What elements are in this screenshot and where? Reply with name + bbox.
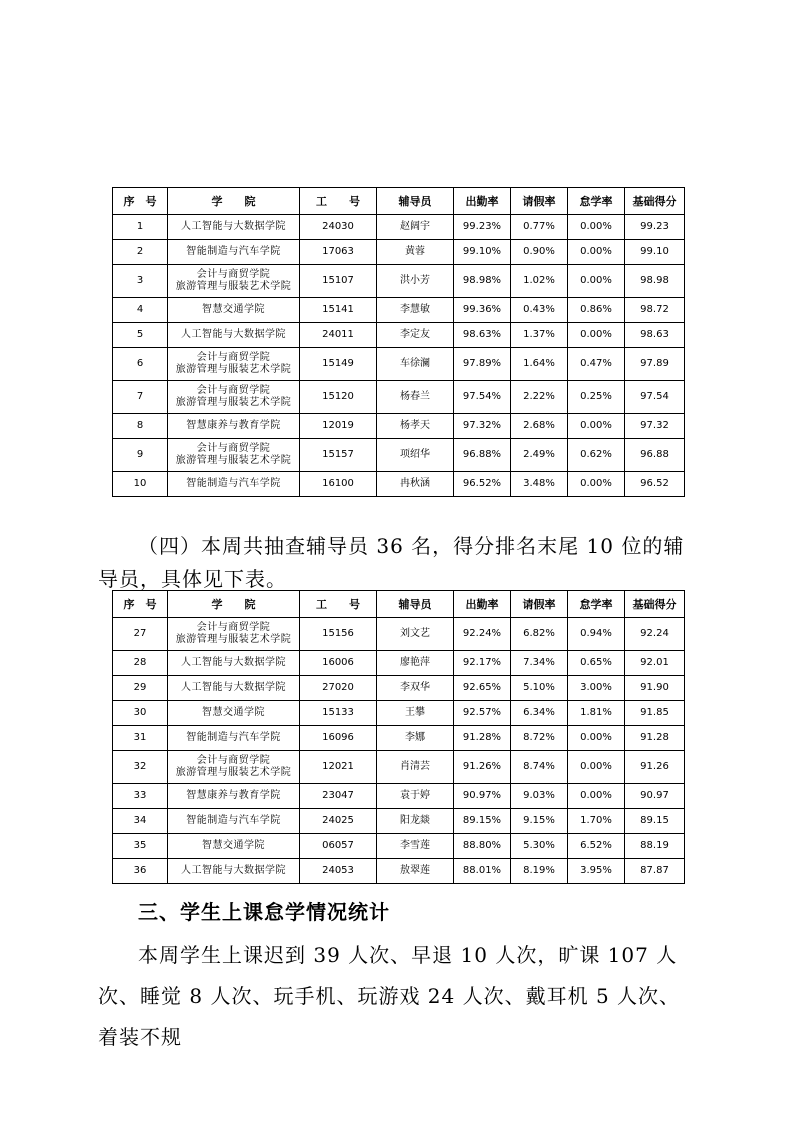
truancy-rate-cell: 0.00% xyxy=(568,751,625,784)
leave-rate-cell: 6.82% xyxy=(511,618,568,651)
table-body xyxy=(113,215,685,497)
staff-id-cell: 23047 xyxy=(300,784,377,809)
staff-id-cell: 15107 xyxy=(300,265,377,298)
base-score-cell: 98.63 xyxy=(625,323,685,348)
leave-rate-cell: 3.48% xyxy=(511,472,568,497)
leave-rate-cell: 1.02% xyxy=(511,265,568,298)
row-number-cell: 1 xyxy=(113,215,168,240)
column-header: 基础得分 xyxy=(625,188,685,215)
college-name: 智慧交通学院 xyxy=(202,304,265,315)
leave-rate-cell: 1.37% xyxy=(511,323,568,348)
college-name: 旅游管理与服装艺术学院 xyxy=(175,397,292,408)
counselor-name-cell: 杨孝天 xyxy=(377,414,454,439)
college-name: 人工智能与大数据学院 xyxy=(181,657,286,668)
column-header: 工 号 xyxy=(300,591,377,618)
truancy-rate-cell: 0.00% xyxy=(568,323,625,348)
attendance-rate-cell: 97.54% xyxy=(454,381,511,414)
truancy-rate-cell: 0.94% xyxy=(568,618,625,651)
counselor-name-cell: 刘文艺 xyxy=(377,618,454,651)
staff-id-cell: 06057 xyxy=(300,834,377,859)
table-row xyxy=(113,215,685,240)
truancy-rate-cell: 0.00% xyxy=(568,265,625,298)
column-header: 基础得分 xyxy=(625,591,685,618)
table-row xyxy=(113,834,685,859)
attendance-rate-cell: 92.57% xyxy=(454,701,511,726)
table-row xyxy=(113,472,685,497)
college-name: 会计与商贸学院 xyxy=(196,622,271,633)
column-header: 怠学率 xyxy=(568,188,625,215)
column-header: 辅导员 xyxy=(377,188,454,215)
attendance-rate-cell: 88.01% xyxy=(454,859,511,884)
attendance-rate-cell: 92.17% xyxy=(454,651,511,676)
college-cell xyxy=(168,323,300,348)
staff-id-cell: 24053 xyxy=(300,859,377,884)
column-header: 序 号 xyxy=(113,188,168,215)
row-number-cell: 27 xyxy=(113,618,168,651)
attendance-rate-cell: 91.28% xyxy=(454,726,511,751)
column-header: 辅导员 xyxy=(377,591,454,618)
row-number-cell: 33 xyxy=(113,784,168,809)
college-name: 人工智能与大数据学院 xyxy=(181,221,286,232)
leave-rate-cell: 0.90% xyxy=(511,240,568,265)
attendance-rate-cell: 98.98% xyxy=(454,265,511,298)
attendance-rate-cell: 98.63% xyxy=(454,323,511,348)
staff-id-cell: 15133 xyxy=(300,701,377,726)
attendance-rate-cell: 92.65% xyxy=(454,676,511,701)
base-score-cell: 98.98 xyxy=(625,265,685,298)
truancy-rate-cell: 0.00% xyxy=(568,215,625,240)
attendance-rate-cell: 88.80% xyxy=(454,834,511,859)
truancy-rate-cell: 1.81% xyxy=(568,701,625,726)
counselor-name-cell: 阳龙燚 xyxy=(377,809,454,834)
leave-rate-cell: 8.72% xyxy=(511,726,568,751)
table-row xyxy=(113,676,685,701)
truancy-rate-cell: 3.95% xyxy=(568,859,625,884)
college-name: 人工智能与大数据学院 xyxy=(181,329,286,340)
staff-id-cell: 16096 xyxy=(300,726,377,751)
college-cell xyxy=(168,215,300,240)
column-header: 出勤率 xyxy=(454,591,511,618)
college-cell xyxy=(168,676,300,701)
row-number-cell: 2 xyxy=(113,240,168,265)
row-number-cell: 35 xyxy=(113,834,168,859)
table-row xyxy=(113,323,685,348)
staff-id-cell: 12021 xyxy=(300,751,377,784)
column-header: 序 号 xyxy=(113,591,168,618)
college-name: 旅游管理与服装艺术学院 xyxy=(175,634,292,645)
table-row xyxy=(113,726,685,751)
leave-rate-cell: 8.74% xyxy=(511,751,568,784)
college-name: 人工智能与大数据学院 xyxy=(181,682,286,693)
leave-rate-cell: 1.64% xyxy=(511,348,568,381)
leave-rate-cell: 7.34% xyxy=(511,651,568,676)
base-score-cell: 97.54 xyxy=(625,381,685,414)
base-score-cell: 89.15 xyxy=(625,809,685,834)
column-header: 学 院 xyxy=(168,591,300,618)
base-score-cell: 96.88 xyxy=(625,439,685,472)
college-cell xyxy=(168,439,300,472)
attendance-rate-cell: 96.88% xyxy=(454,439,511,472)
row-number-cell: 30 xyxy=(113,701,168,726)
table-row xyxy=(113,298,685,323)
college-name: 智慧交通学院 xyxy=(202,707,265,718)
row-number-cell: 5 xyxy=(113,323,168,348)
leave-rate-cell: 9.15% xyxy=(511,809,568,834)
leave-rate-cell: 0.43% xyxy=(511,298,568,323)
college-cell xyxy=(168,834,300,859)
counselor-name-cell: 袁于婷 xyxy=(377,784,454,809)
row-number-cell: 3 xyxy=(113,265,168,298)
staff-id-cell: 16006 xyxy=(300,651,377,676)
row-number-cell: 34 xyxy=(113,809,168,834)
counselor-name-cell: 车徐澜 xyxy=(377,348,454,381)
staff-id-cell: 15157 xyxy=(300,439,377,472)
college-cell xyxy=(168,751,300,784)
attendance-rate-cell: 90.97% xyxy=(454,784,511,809)
column-header: 学 院 xyxy=(168,188,300,215)
college-cell xyxy=(168,726,300,751)
truancy-rate-cell: 0.65% xyxy=(568,651,625,676)
counselor-name-cell: 杨春兰 xyxy=(377,381,454,414)
college-cell xyxy=(168,784,300,809)
truancy-rate-cell: 0.47% xyxy=(568,348,625,381)
staff-id-cell: 15120 xyxy=(300,381,377,414)
table-row xyxy=(113,439,685,472)
truancy-rate-cell: 0.62% xyxy=(568,439,625,472)
truancy-rate-cell: 6.52% xyxy=(568,834,625,859)
counselor-name-cell: 赵阔宇 xyxy=(377,215,454,240)
base-score-cell: 99.23 xyxy=(625,215,685,240)
counselor-name-cell: 李娜 xyxy=(377,726,454,751)
leave-rate-cell: 2.49% xyxy=(511,439,568,472)
college-name: 智能制造与汽车学院 xyxy=(186,246,281,257)
staff-id-cell: 24030 xyxy=(300,215,377,240)
staff-id-cell: 15141 xyxy=(300,298,377,323)
row-number-cell: 9 xyxy=(113,439,168,472)
staff-id-cell: 17063 xyxy=(300,240,377,265)
row-number-cell: 8 xyxy=(113,414,168,439)
college-cell xyxy=(168,265,300,298)
table-row xyxy=(113,751,685,784)
counselor-name-cell: 李雪莲 xyxy=(377,834,454,859)
attendance-rate-cell: 91.26% xyxy=(454,751,511,784)
leave-rate-cell: 9.03% xyxy=(511,784,568,809)
attendance-rate-cell: 97.89% xyxy=(454,348,511,381)
truancy-rate-cell: 0.00% xyxy=(568,726,625,751)
college-cell xyxy=(168,348,300,381)
row-number-cell: 7 xyxy=(113,381,168,414)
paragraph-four: （四）本周共抽查辅导员 36 名，得分排名末尾 10 位的辅导员，具体见下表。 xyxy=(98,534,685,591)
truancy-rate-cell: 0.00% xyxy=(568,784,625,809)
counselor-name-cell: 廖艳萍 xyxy=(377,651,454,676)
attendance-rate-cell: 99.36% xyxy=(454,298,511,323)
column-header: 怠学率 xyxy=(568,591,625,618)
top-counselor-table xyxy=(112,187,685,497)
column-header: 工 号 xyxy=(300,188,377,215)
college-cell xyxy=(168,414,300,439)
base-score-cell: 98.72 xyxy=(625,298,685,323)
college-name: 旅游管理与服装艺术学院 xyxy=(175,364,292,375)
leave-rate-cell: 0.77% xyxy=(511,215,568,240)
college-cell xyxy=(168,472,300,497)
college-cell xyxy=(168,809,300,834)
college-name: 智慧康养与教育学院 xyxy=(186,420,281,431)
college-cell xyxy=(168,618,300,651)
college-name: 旅游管理与服装艺术学院 xyxy=(175,767,292,778)
counselor-name-cell: 洪小芳 xyxy=(377,265,454,298)
row-number-cell: 4 xyxy=(113,298,168,323)
leave-rate-cell: 6.34% xyxy=(511,701,568,726)
college-cell xyxy=(168,651,300,676)
staff-id-cell: 24025 xyxy=(300,809,377,834)
section-three-heading: 三、学生上课怠学情况统计 xyxy=(138,900,390,924)
attendance-rate-cell: 99.23% xyxy=(454,215,511,240)
counselor-name-cell: 肖清芸 xyxy=(377,751,454,784)
table-header-row xyxy=(113,188,685,215)
truancy-rate-cell: 0.00% xyxy=(568,414,625,439)
truancy-rate-cell: 0.25% xyxy=(568,381,625,414)
base-score-cell: 97.89 xyxy=(625,348,685,381)
counselor-name-cell: 李慧敏 xyxy=(377,298,454,323)
college-cell xyxy=(168,701,300,726)
table-row xyxy=(113,618,685,651)
base-score-cell: 91.90 xyxy=(625,676,685,701)
table-row xyxy=(113,240,685,265)
college-name: 智能制造与汽车学院 xyxy=(186,478,281,489)
table-row xyxy=(113,265,685,298)
column-header: 出勤率 xyxy=(454,188,511,215)
college-cell xyxy=(168,298,300,323)
counselor-name-cell: 黄蓉 xyxy=(377,240,454,265)
base-score-cell: 90.97 xyxy=(625,784,685,809)
college-cell xyxy=(168,240,300,265)
column-header: 请假率 xyxy=(511,188,568,215)
table-header-row xyxy=(113,591,685,618)
base-score-cell: 92.01 xyxy=(625,651,685,676)
column-header: 请假率 xyxy=(511,591,568,618)
row-number-cell: 6 xyxy=(113,348,168,381)
base-score-cell: 91.26 xyxy=(625,751,685,784)
college-name: 会计与商贸学院 xyxy=(196,269,271,280)
college-name: 会计与商贸学院 xyxy=(196,385,271,396)
row-number-cell: 10 xyxy=(113,472,168,497)
counselor-name-cell: 项绍华 xyxy=(377,439,454,472)
college-name: 智能制造与汽车学院 xyxy=(186,732,281,743)
table-row xyxy=(113,381,685,414)
attendance-rate-cell: 96.52% xyxy=(454,472,511,497)
college-cell xyxy=(168,859,300,884)
college-name: 智能制造与汽车学院 xyxy=(186,815,281,826)
base-score-cell: 87.87 xyxy=(625,859,685,884)
counselor-name-cell: 冉秋涵 xyxy=(377,472,454,497)
base-score-cell: 91.85 xyxy=(625,701,685,726)
base-score-cell: 96.52 xyxy=(625,472,685,497)
staff-id-cell: 16100 xyxy=(300,472,377,497)
college-name: 旅游管理与服装艺术学院 xyxy=(175,281,292,292)
row-number-cell: 29 xyxy=(113,676,168,701)
college-name: 智慧交通学院 xyxy=(202,840,265,851)
leave-rate-cell: 5.30% xyxy=(511,834,568,859)
college-name: 旅游管理与服装艺术学院 xyxy=(175,455,292,466)
base-score-cell: 88.19 xyxy=(625,834,685,859)
attendance-rate-cell: 99.10% xyxy=(454,240,511,265)
table-row xyxy=(113,348,685,381)
college-name: 会计与商贸学院 xyxy=(196,755,271,766)
attendance-rate-cell: 89.15% xyxy=(454,809,511,834)
bottom-counselor-table xyxy=(112,590,685,884)
counselor-name-cell: 王攀 xyxy=(377,701,454,726)
staff-id-cell: 15149 xyxy=(300,348,377,381)
base-score-cell: 99.10 xyxy=(625,240,685,265)
leave-rate-cell: 2.68% xyxy=(511,414,568,439)
college-name: 人工智能与大数据学院 xyxy=(181,865,286,876)
college-cell xyxy=(168,381,300,414)
college-name: 会计与商贸学院 xyxy=(196,352,271,363)
counselor-name-cell: 李定友 xyxy=(377,323,454,348)
attendance-rate-cell: 92.24% xyxy=(454,618,511,651)
truancy-rate-cell: 3.00% xyxy=(568,676,625,701)
row-number-cell: 32 xyxy=(113,751,168,784)
truancy-rate-cell: 0.00% xyxy=(568,472,625,497)
counselor-name-cell: 敖翠莲 xyxy=(377,859,454,884)
row-number-cell: 31 xyxy=(113,726,168,751)
base-score-cell: 97.32 xyxy=(625,414,685,439)
base-score-cell: 91.28 xyxy=(625,726,685,751)
base-score-cell: 92.24 xyxy=(625,618,685,651)
truancy-rate-cell: 0.00% xyxy=(568,240,625,265)
table-row xyxy=(113,809,685,834)
attendance-rate-cell: 97.32% xyxy=(454,414,511,439)
staff-id-cell: 24011 xyxy=(300,323,377,348)
table-row xyxy=(113,784,685,809)
table-row xyxy=(113,414,685,439)
table-body xyxy=(113,618,685,884)
college-name: 会计与商贸学院 xyxy=(196,443,271,454)
row-number-cell: 36 xyxy=(113,859,168,884)
leave-rate-cell: 8.19% xyxy=(511,859,568,884)
table-row xyxy=(113,859,685,884)
truancy-rate-cell: 1.70% xyxy=(568,809,625,834)
staff-id-cell: 12019 xyxy=(300,414,377,439)
college-name: 智慧康养与教育学院 xyxy=(186,790,281,801)
counselor-name-cell: 李双华 xyxy=(377,676,454,701)
truancy-rate-cell: 0.86% xyxy=(568,298,625,323)
row-number-cell: 28 xyxy=(113,651,168,676)
staff-id-cell: 27020 xyxy=(300,676,377,701)
staff-id-cell: 15156 xyxy=(300,618,377,651)
table-row xyxy=(113,701,685,726)
leave-rate-cell: 2.22% xyxy=(511,381,568,414)
leave-rate-cell: 5.10% xyxy=(511,676,568,701)
table-row xyxy=(113,651,685,676)
paragraph-five: 本周学生上课迟到 39 人次、早退 10 人次，旷课 107 人次、睡觉 8 人次、玩手机、玩游戏 24 人次、戴耳机 5 人次、着装不规 xyxy=(98,943,681,1049)
